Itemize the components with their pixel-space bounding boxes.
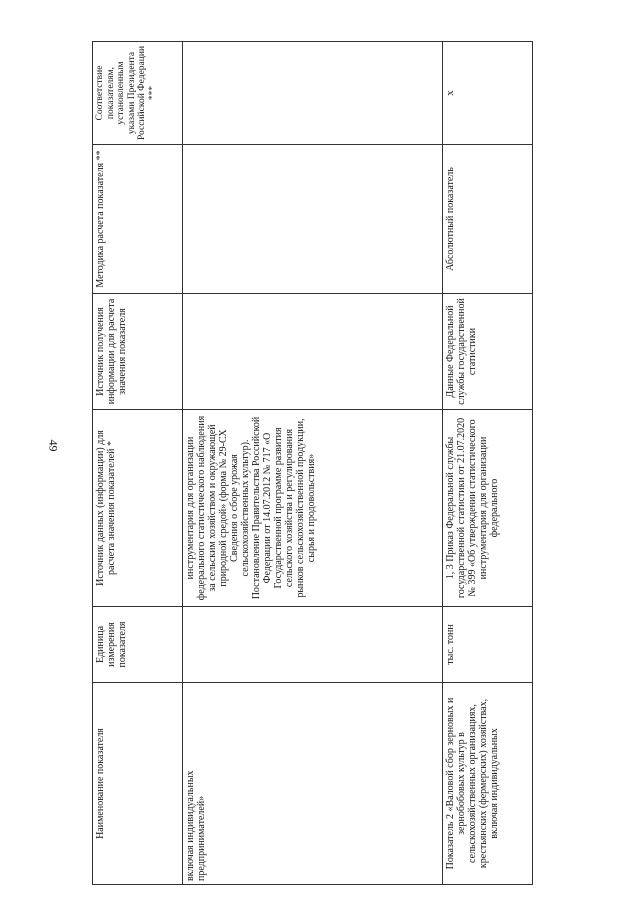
- row2-unit: тыс. тонн: [443, 607, 533, 683]
- header-name: Наименование показателя: [93, 683, 183, 885]
- row1-source: инструментария для организации федерального статистического наблюдения за сельским хозяйством и окружающей природной средой» (форма № 29-СХ Сведения о сборе урожая сельскохозяйственных культур). Постановление Правительства Российской Федерации от 14.07.2012 № 717 «О Государственной программе развития сельского хозяйства и регулирования рынков сельскохозяйственной продукции, сырья и продовольствия»: [183, 410, 443, 607]
- header-method: Методика расчета показателя **: [93, 145, 183, 294]
- row1-unit: [183, 607, 443, 683]
- row1-obtain: [183, 294, 443, 410]
- header-obtain: Источник получения информации для расчета значения показателя: [93, 294, 183, 410]
- table-row: [183, 42, 443, 885]
- row2-name: Показатель 2 «Валовой сбор зерновых и зернобобовых культур в сельскохозяйственных организациях, крестьянских (фермерских) хозяйствах, включая индивидуальных: [443, 683, 533, 885]
- row1-name: включая индивидуальных предпринимателей»: [183, 683, 443, 885]
- table-row: [443, 42, 533, 885]
- row1-method: [183, 145, 443, 294]
- indicators-table: [92, 41, 533, 885]
- header-unit: Единица измерения показателя: [93, 607, 183, 683]
- row1-match: [183, 42, 443, 145]
- header-source: Источник данных (информации) для расчета значения показателей *: [93, 410, 183, 607]
- row2-obtain: Данные Федеральной службы государственной статистики: [443, 294, 533, 410]
- rotated-table-wrapper: [92, 42, 500, 885]
- header-row: [93, 42, 183, 885]
- page-number: 49: [46, 439, 61, 452]
- row2-source: 1, 3 Приказ Федеральной службы государственной статистики от 21.07.2020 № 399 «Об утверждении статистического инструментария для организации федерального: [443, 410, 533, 607]
- header-match: Соответствие показателям, установленным указами Президента Российской Федерации ***: [93, 42, 183, 145]
- row2-match: х: [443, 42, 533, 145]
- row2-method: Абсолютный показатель: [443, 145, 533, 294]
